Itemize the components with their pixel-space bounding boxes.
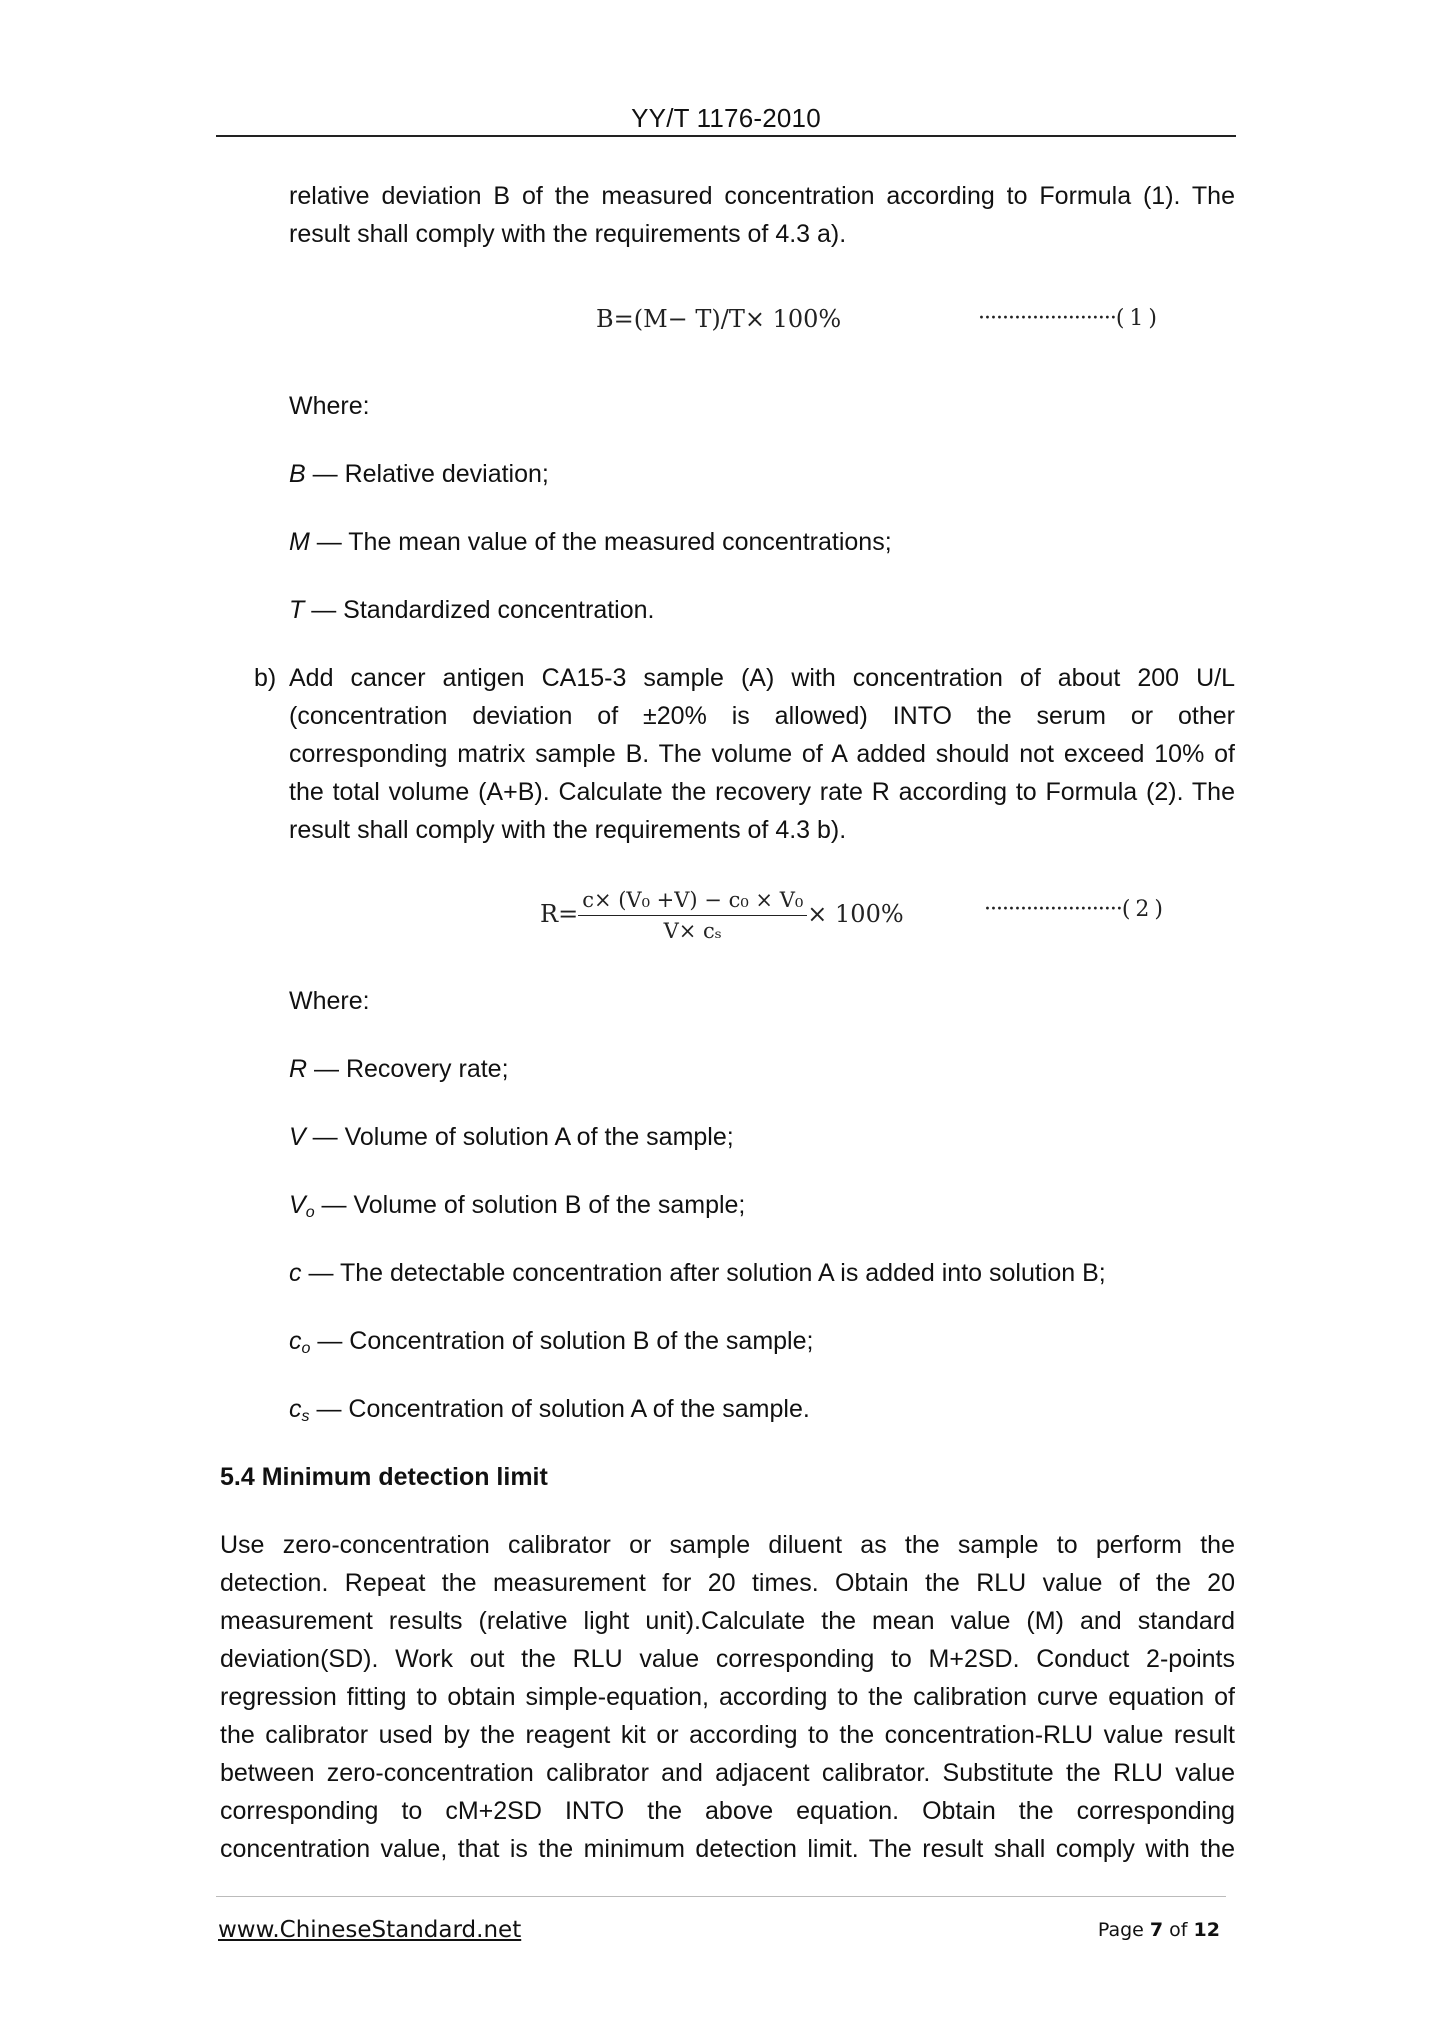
definition-text: — The detectable concentration after solution A is added into solution B; bbox=[301, 1259, 1106, 1287]
definition-text: — Standardized concentration. bbox=[304, 596, 655, 624]
section-line-3: measurement results (relative light unit).Calculate the mean value (M) and standard bbox=[220, 1607, 1235, 1635]
formula-2-fraction bbox=[578, 888, 807, 943]
definition-text: — Volume of solution A of the sample; bbox=[305, 1123, 734, 1151]
section-line-6: the calibrator used by the reagent kit or according to the concentration-RLU value result bbox=[220, 1721, 1235, 1749]
formula-1-number: ( 1 ) bbox=[1115, 306, 1156, 331]
formula-2-denominator: V× cₛ bbox=[663, 919, 722, 943]
of-label: of bbox=[1169, 1919, 1188, 1941]
total-pages: 12 bbox=[1193, 1919, 1220, 1941]
definition-symbol: c bbox=[289, 1395, 302, 1423]
item-b-line-5: result shall comply with the requirements of 4.3 b). bbox=[289, 816, 847, 844]
item-b-line-4: the total volume (A+B). Calculate the recovery rate R according to Formula (2). The bbox=[289, 778, 1235, 806]
item-b-line-3: corresponding matrix sample B. The volume of A added should not exceed 10% of bbox=[289, 740, 1235, 768]
formula-2 bbox=[540, 888, 904, 943]
definition-symbol: c bbox=[289, 1327, 302, 1355]
definition-cs bbox=[289, 1390, 810, 1436]
definition-text: — Volume of solution B of the sample; bbox=[314, 1191, 746, 1219]
definition-text: — Recovery rate; bbox=[307, 1055, 509, 1083]
formula-2-number: ( 2 ) bbox=[1121, 897, 1162, 922]
section-line-2: detection. Repeat the measurement for 20 times. Obtain the RLU value of the 20 bbox=[220, 1569, 1235, 1597]
definition-subscript: s bbox=[301, 1408, 310, 1425]
definition-symbol: V bbox=[289, 1191, 306, 1219]
formula-1-dots: ······················· bbox=[978, 306, 1116, 331]
definition-text: — Concentration of solution B of the sample; bbox=[310, 1327, 814, 1355]
intro-line-1: relative deviation B of the measured concentration according to Formula (1). The bbox=[289, 182, 1235, 210]
definition-B bbox=[289, 455, 549, 493]
header-rule bbox=[216, 135, 1236, 137]
item-b-line-1: Add cancer antigen CA15-3 sample (A) with concentration of about 200 U/L bbox=[289, 664, 1235, 692]
definition-T bbox=[289, 591, 655, 629]
current-page: 7 bbox=[1149, 1919, 1164, 1941]
footer-rule bbox=[216, 1896, 1226, 1897]
definition-text: — The mean value of the measured concentrations; bbox=[309, 528, 892, 556]
formula-1: B=(M− T)/T× 100% bbox=[596, 305, 842, 333]
where-label-1: Where: bbox=[289, 392, 370, 420]
formula-2-rhs: × 100% bbox=[807, 900, 904, 928]
definition-symbol: B bbox=[289, 460, 306, 488]
formula-2-numerator: c× (V₀ +V) − c₀ × V₀ bbox=[578, 888, 807, 916]
where-label-2: Where: bbox=[289, 987, 370, 1015]
section-line-5: regression fitting to obtain simple-equation, according to the calibration curve equation of bbox=[220, 1683, 1235, 1711]
formula-1-leader-dots bbox=[978, 306, 1156, 331]
website-link[interactable]: www.ChineseStandard.net bbox=[218, 1917, 522, 1943]
section-heading: 5.4 Minimum detection limit bbox=[220, 1463, 548, 1491]
definition-subscript: o bbox=[305, 1204, 315, 1221]
definition-c0 bbox=[289, 1322, 813, 1368]
definition-V bbox=[289, 1118, 734, 1156]
definition-symbol: M bbox=[289, 528, 310, 556]
formula-2-dots: ······················· bbox=[984, 897, 1122, 922]
definition-text: — Relative deviation; bbox=[305, 460, 549, 488]
page-number bbox=[1080, 1919, 1220, 1941]
definition-subscript: o bbox=[301, 1340, 311, 1357]
definition-c bbox=[289, 1254, 1106, 1292]
definition-R bbox=[289, 1050, 509, 1088]
formula-2-leader-dots bbox=[984, 897, 1162, 922]
formula-2-lhs: R= bbox=[540, 900, 579, 928]
document-code-header: YY/T 1176-2010 bbox=[631, 103, 821, 133]
page-label: Page bbox=[1097, 1919, 1144, 1941]
section-line-7: between zero-concentration calibrator and adjacent calibrator. Substitute the RLU value bbox=[220, 1759, 1235, 1787]
definition-symbol: T bbox=[289, 596, 305, 624]
definition-text: — Concentration of solution A of the sample. bbox=[309, 1395, 810, 1423]
section-line-1: Use zero-concentration calibrator or sample diluent as the sample to perform the bbox=[220, 1531, 1235, 1559]
definition-V0 bbox=[289, 1186, 745, 1232]
item-b-line-2: (concentration deviation of ±20% is allowed) INTO the serum or other bbox=[289, 702, 1235, 730]
section-line-8: corresponding to cM+2SD INTO the above equation. Obtain the corresponding bbox=[220, 1797, 1235, 1825]
definition-symbol: V bbox=[289, 1123, 306, 1151]
definition-symbol: R bbox=[289, 1055, 308, 1083]
list-marker-b: b) bbox=[254, 664, 277, 692]
section-line-4: deviation(SD). Work out the RLU value corresponding to M+2SD. Conduct 2-points bbox=[220, 1645, 1235, 1673]
definition-symbol: c bbox=[289, 1259, 302, 1287]
definition-M bbox=[289, 523, 892, 561]
section-line-9: concentration value, that is the minimum detection limit. The result shall comply with the bbox=[220, 1835, 1235, 1863]
intro-line-2: result shall comply with the requirements of 4.3 a). bbox=[289, 220, 847, 248]
